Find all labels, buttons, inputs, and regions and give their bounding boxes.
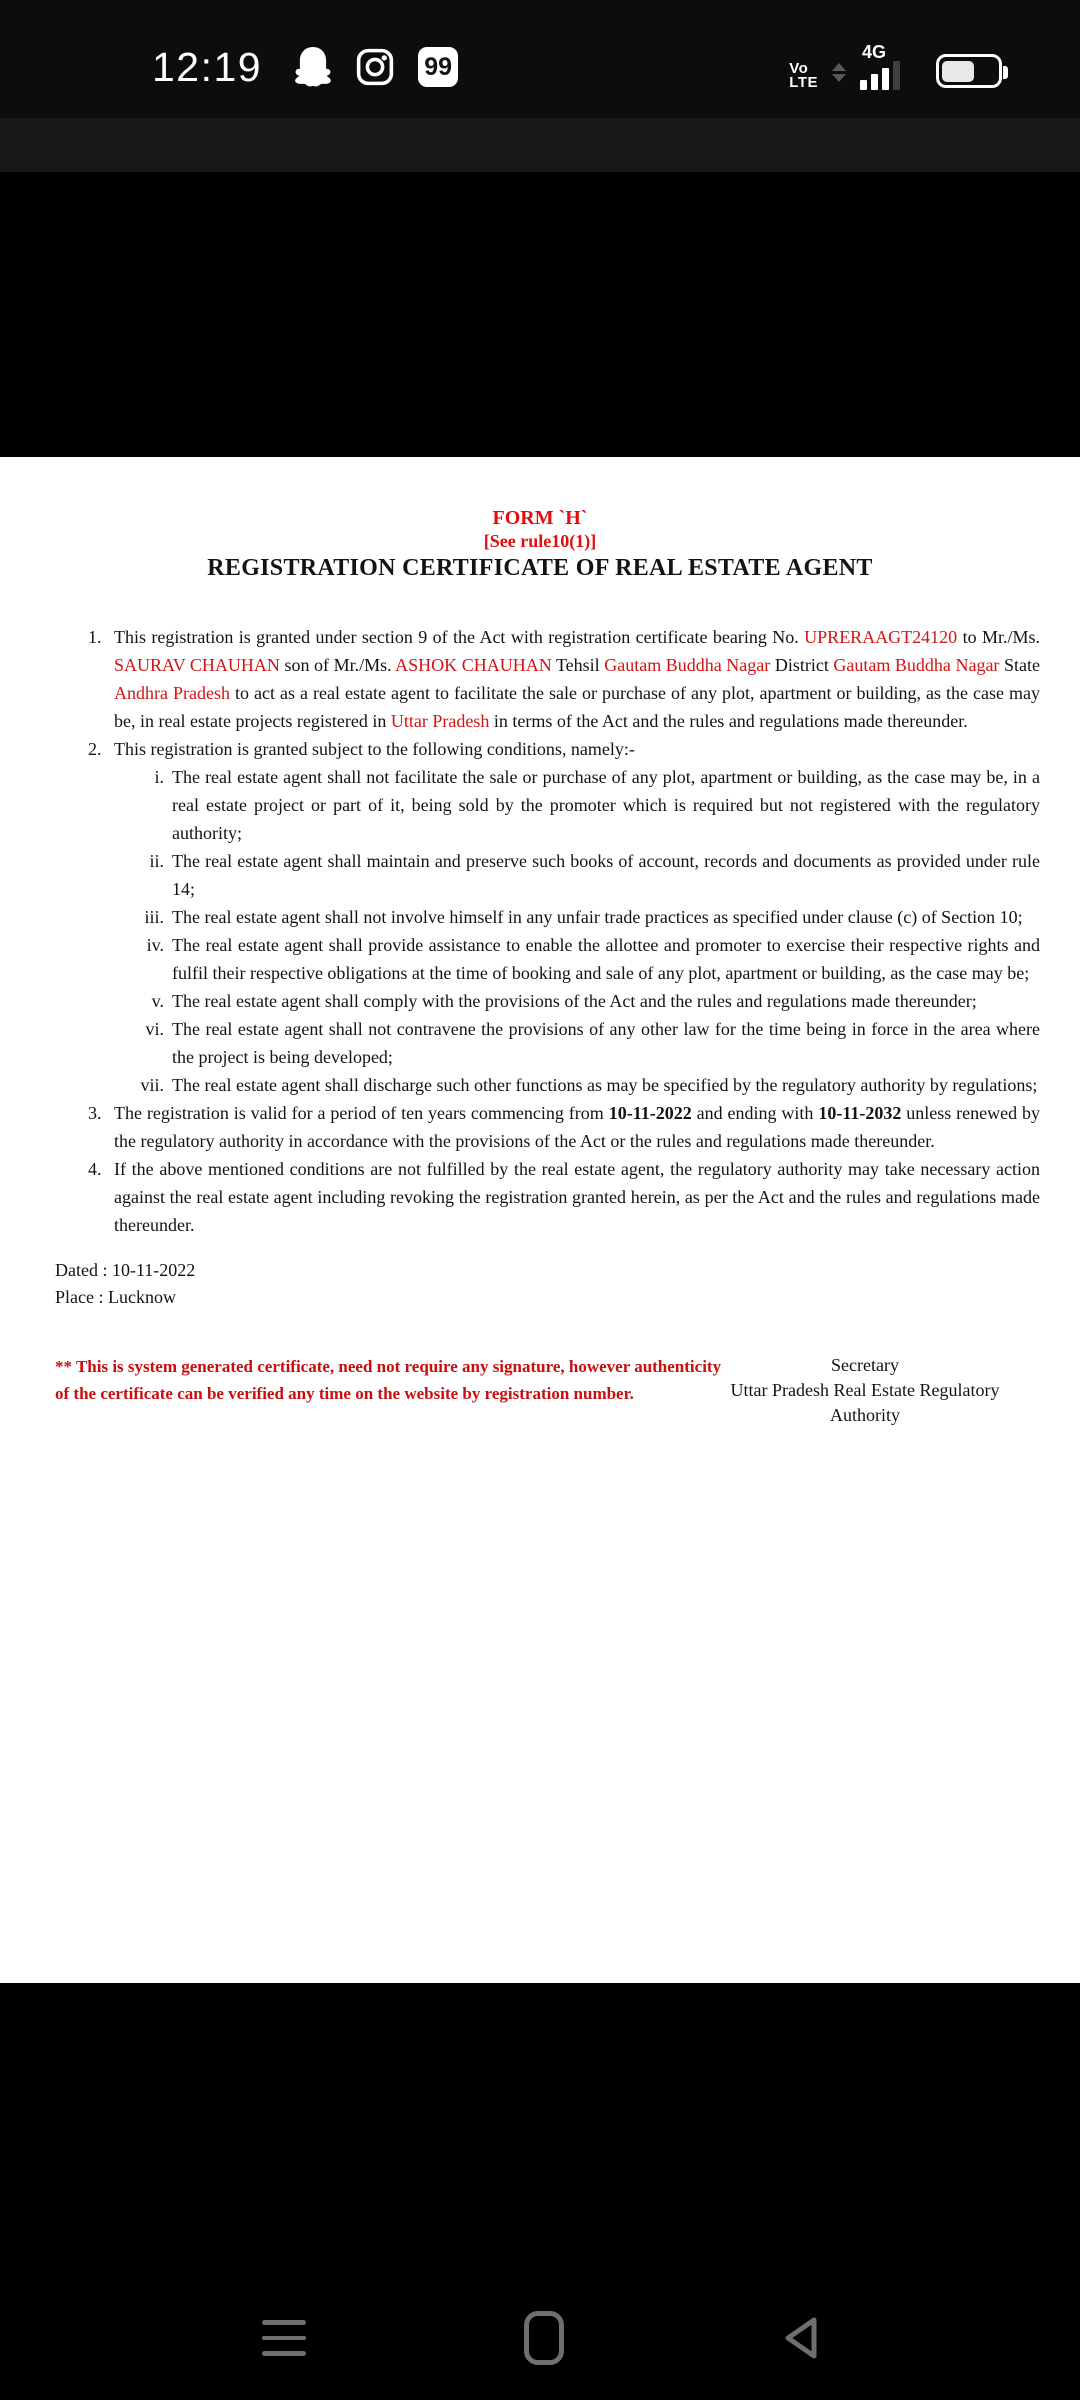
condition-i — [136, 763, 1040, 847]
clock-text: 12:19 — [152, 43, 263, 90]
clause-number: 2. — [88, 739, 102, 759]
notification-icons — [294, 46, 458, 88]
condition-number: iv. — [146, 935, 164, 955]
badge-count-text: 99 — [424, 52, 453, 81]
signal-bar-2 — [871, 74, 878, 90]
signal-bar-4-empty — [893, 61, 900, 90]
back-triangle-icon — [777, 2313, 823, 2363]
condition-text: The real estate agent shall maintain and preserve such books of account, records and documents as provided under rule 14; — [172, 851, 1040, 899]
bottom-black-area — [0, 1983, 1080, 2400]
data-activity-arrows-icon — [832, 63, 846, 82]
condition-text: The real estate agent shall discharge such other functions as may be specified by the regulatory authority by regulations; — [172, 1075, 1038, 1095]
back-button[interactable] — [770, 2308, 830, 2368]
clause-text: This registration is granted under section 9 of the Act with registration certificate bearing No. UPRERAAGT24120 to Mr./Ms. SAURAV CHAUHAN son of Mr./Ms. ASHOK CHAUHAN Tehsil Gautam Buddha Nagar District Gautam Buddha Nagar State Andhra Pradesh to act as a real estate agent to facilitate the sale or purchase of any plot, apartment or building, as the case may be, in real estate projects registered in Uttar Pradesh in terms of the Act and the rules and regulations made thereunder. — [114, 627, 1040, 731]
condition-number: iii. — [144, 907, 164, 927]
condition-iii — [136, 903, 1040, 931]
signal-bars-icon — [860, 61, 900, 90]
letterbox-top — [0, 172, 1080, 457]
clause-1 — [88, 623, 1040, 735]
authority-name-line1: Uttar Pradesh Real Estate Regulatory — [730, 1380, 1000, 1400]
disclaimer-line-1: ** This is system generated certificate, need not require any signature, however authenticity — [55, 1357, 722, 1376]
place-line: Place : Lucknow — [55, 1287, 176, 1307]
disclaimer-line-2: of the certificate can be verified any time on the website by registration number. — [55, 1384, 634, 1403]
condition-text: The real estate agent shall comply with the provisions of the Act and the rules and regulations made thereunder; — [172, 991, 977, 1011]
volte-indicator — [789, 62, 818, 92]
dated-line: Dated : 10-11-2022 — [55, 1260, 196, 1280]
recents-button[interactable] — [254, 2308, 314, 2368]
condition-number: vii. — [140, 1075, 164, 1095]
date-place-block — [55, 1257, 1080, 1311]
certificate-document — [0, 457, 1080, 1983]
form-rule-subtitle: [See rule10(1)] — [483, 531, 597, 551]
signature-block — [710, 1353, 1020, 1428]
home-icon — [524, 2311, 564, 2365]
clause-text: The registration is valid for a period of ten years commencing from 10-11-2022 and ending with 10-11-2032 unless renewed by the regulatory authority in accordance with the provisions of the Act or the rules and regulations made thereunder. — [114, 1103, 1041, 1151]
numbered-clause-list — [88, 623, 1040, 1239]
condition-number: ii. — [149, 851, 164, 871]
conditions-sublist — [136, 763, 1040, 1099]
app-header-band — [0, 118, 1080, 172]
signal-bar-1 — [860, 80, 867, 90]
authority-name-line2: Authority — [830, 1405, 900, 1425]
signatory-title: Secretary — [831, 1355, 899, 1375]
battery-cap — [1003, 66, 1008, 79]
battery-fill-level — [942, 61, 974, 82]
condition-vii — [136, 1071, 1040, 1099]
status-indicators — [789, 42, 1002, 92]
download-arrow-icon — [832, 74, 846, 82]
network-type-label: 4G — [862, 42, 887, 62]
clause-3 — [88, 1099, 1040, 1155]
clause-number: 3. — [88, 1103, 102, 1123]
clause-2 — [88, 735, 1040, 1099]
clause-4 — [88, 1155, 1040, 1239]
clause-number: 4. — [88, 1159, 102, 1179]
condition-text: The real estate agent shall provide assistance to enable the allottee and promoter to exercise their respective rights and fulfil their respective obligations at the time of booking and sale of any plot, apartment or building, as the case may be; — [172, 935, 1040, 983]
signal-indicator — [860, 42, 922, 92]
signature-disclaimer-section — [0, 1353, 1080, 1425]
condition-ii — [136, 847, 1040, 903]
form-title: FORM `H` — [492, 507, 588, 529]
condition-text: The real estate agent shall not involve himself in any unfair trade practices as specified under clause (c) of Section 10; — [172, 907, 1023, 927]
notification-badge-99 — [418, 47, 458, 87]
certificate-heading: REGISTRATION CERTIFICATE OF REAL ESTATE AGENT — [207, 555, 873, 581]
condition-text: The real estate agent shall not contravene the provisions of any other law for the time being in force in the area where the project is being developed; — [172, 1019, 1040, 1067]
condition-number: vi. — [145, 1019, 164, 1039]
instagram-icon — [356, 48, 394, 86]
condition-number: v. — [151, 991, 164, 1011]
clause-text: If the above mentioned conditions are not fulfilled by the real estate agent, the regulatory authority may take necessary action against the real estate agent including revoking the registration granted herein, as per the Act and the rules and regulations made thereunder. — [114, 1159, 1040, 1235]
condition-iv — [136, 931, 1040, 987]
volte-top-text: Vo — [789, 60, 809, 77]
upload-arrow-icon — [832, 63, 846, 71]
volte-bottom-text: LTE — [789, 74, 818, 91]
clause-number: 1. — [88, 627, 102, 647]
condition-number: i. — [154, 767, 164, 787]
condition-v — [136, 987, 1040, 1015]
menu-lines-icon — [262, 2320, 306, 2356]
clause-text — [114, 735, 1040, 1099]
battery-icon — [936, 54, 1002, 88]
condition-vi — [136, 1015, 1040, 1071]
condition-text: The real estate agent shall not facilitate the sale or purchase of any plot, apartment or building, as the case may be, in a real estate project or part of it, being sold by the promoter which is required but not registered with the regulatory authority; — [172, 767, 1040, 843]
clause-2-intro: This registration is granted subject to the following conditions, namely:- — [114, 739, 635, 759]
home-button[interactable] — [514, 2308, 574, 2368]
signal-bar-3 — [882, 68, 889, 90]
snapchat-icon — [294, 46, 332, 88]
status-bar — [0, 0, 1080, 118]
